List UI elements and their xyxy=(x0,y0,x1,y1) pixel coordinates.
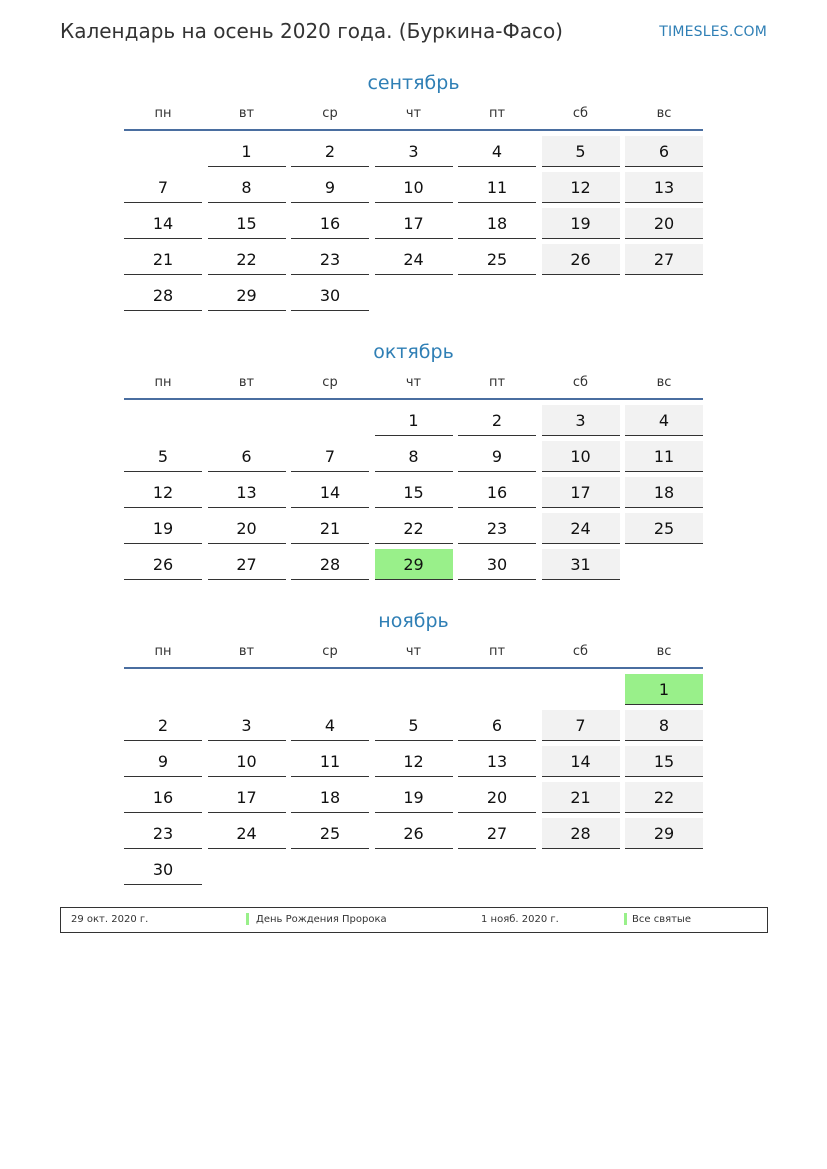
day-cell: 27 xyxy=(458,818,536,849)
day-cell: 6 xyxy=(208,441,286,472)
weekday-label: ср xyxy=(322,106,338,121)
day-cell: 8 xyxy=(208,172,286,203)
day-cell: 18 xyxy=(291,782,369,813)
day-cell: 21 xyxy=(542,782,620,813)
day-cell: 22 xyxy=(625,782,703,813)
day-cell: 5 xyxy=(124,441,202,472)
day-cell: 21 xyxy=(124,244,202,275)
day-cell: 16 xyxy=(458,477,536,508)
day-cell: 25 xyxy=(625,513,703,544)
day-cell: 15 xyxy=(625,746,703,777)
day-cell: 28 xyxy=(542,818,620,849)
weekday-label: пн xyxy=(154,644,172,659)
day-cell: 29 xyxy=(625,818,703,849)
day-cell: 1 xyxy=(208,136,286,167)
day-cell: 12 xyxy=(542,172,620,203)
day-cell: 20 xyxy=(625,208,703,239)
weekday-label: чт xyxy=(405,375,422,390)
day-cell: 20 xyxy=(458,782,536,813)
day-cell: 8 xyxy=(625,710,703,741)
day-cell: 18 xyxy=(625,477,703,508)
month-calendar xyxy=(124,608,703,879)
day-cell: 9 xyxy=(458,441,536,472)
day-cell: 8 xyxy=(375,441,453,472)
weekday-label: сб xyxy=(572,375,589,390)
day-cell: 26 xyxy=(375,818,453,849)
weekday-label: чт xyxy=(405,106,422,121)
day-cell: 14 xyxy=(291,477,369,508)
day-cell: 7 xyxy=(291,441,369,472)
day-cell: 13 xyxy=(625,172,703,203)
day-cell: 6 xyxy=(458,710,536,741)
day-cell: 21 xyxy=(291,513,369,544)
weekday-label: вс xyxy=(656,106,672,121)
day-cell: 20 xyxy=(208,513,286,544)
page-title: Календарь на осень 2020 года. (Буркина-Фасо) xyxy=(60,19,563,43)
day-cell: 27 xyxy=(625,244,703,275)
day-cell: 15 xyxy=(208,208,286,239)
weekday-label: пт xyxy=(488,106,506,121)
day-cell: 2 xyxy=(124,710,202,741)
day-cell: 11 xyxy=(625,441,703,472)
weekday-label: вс xyxy=(656,644,672,659)
day-cell: 24 xyxy=(375,244,453,275)
day-cell: 12 xyxy=(375,746,453,777)
day-cell: 3 xyxy=(375,136,453,167)
day-cell: 24 xyxy=(208,818,286,849)
month-calendar xyxy=(124,339,703,574)
day-cell: 2 xyxy=(291,136,369,167)
day-cell: 11 xyxy=(291,746,369,777)
weekday-label: чт xyxy=(405,644,422,659)
day-cell: 26 xyxy=(124,549,202,580)
day-cell: 31 xyxy=(542,549,620,580)
day-cell: 17 xyxy=(375,208,453,239)
month-calendar xyxy=(124,70,703,305)
day-cell: 14 xyxy=(542,746,620,777)
day-cell: 24 xyxy=(542,513,620,544)
day-cell: 29 xyxy=(208,280,286,311)
day-cell: 13 xyxy=(208,477,286,508)
day-cell: 11 xyxy=(458,172,536,203)
month-title: сентябрь xyxy=(367,72,460,94)
weekday-label: сб xyxy=(572,106,589,121)
weekday-label: пн xyxy=(154,375,172,390)
day-cell: 3 xyxy=(542,405,620,436)
day-cell: 6 xyxy=(625,136,703,167)
day-cell: 22 xyxy=(375,513,453,544)
weekday-label: пт xyxy=(488,644,506,659)
day-cell: 15 xyxy=(375,477,453,508)
day-cell: 19 xyxy=(542,208,620,239)
day-cell: 10 xyxy=(208,746,286,777)
day-cell: 22 xyxy=(208,244,286,275)
day-cell: 30 xyxy=(124,854,202,885)
day-cell: 14 xyxy=(124,208,202,239)
weekday-label: пт xyxy=(488,375,506,390)
weekday-header xyxy=(124,106,703,131)
day-cell: 9 xyxy=(124,746,202,777)
day-cell: 10 xyxy=(375,172,453,203)
legend-holiday-swatch xyxy=(624,913,627,925)
weekday-label: вт xyxy=(238,106,255,121)
legend-date: 1 нояб. 2020 г. xyxy=(481,914,559,925)
day-cell: 13 xyxy=(458,746,536,777)
day-cell: 5 xyxy=(542,136,620,167)
day-cell: 26 xyxy=(542,244,620,275)
site-link[interactable]: TIMESLES.COM xyxy=(659,24,767,40)
day-cell: 23 xyxy=(291,244,369,275)
weekday-label: вт xyxy=(238,644,255,659)
legend-holiday-name: Все святые xyxy=(632,914,691,925)
day-cell: 4 xyxy=(625,405,703,436)
day-cell-holiday: 1 xyxy=(625,674,703,705)
day-cell-holiday: 29 xyxy=(375,549,453,580)
day-cell: 3 xyxy=(208,710,286,741)
day-cell: 25 xyxy=(291,818,369,849)
day-cell: 17 xyxy=(542,477,620,508)
day-cell: 19 xyxy=(124,513,202,544)
legend-date: 29 окт. 2020 г. xyxy=(71,914,149,925)
day-cell: 19 xyxy=(375,782,453,813)
day-cell: 16 xyxy=(124,782,202,813)
day-cell: 28 xyxy=(291,549,369,580)
weekday-label: сб xyxy=(572,644,589,659)
day-cell: 10 xyxy=(542,441,620,472)
day-cell: 30 xyxy=(291,280,369,311)
month-title: ноябрь xyxy=(378,610,449,632)
weekday-label: пн xyxy=(154,106,172,121)
weekday-label: ср xyxy=(322,375,338,390)
month-title: октябрь xyxy=(373,341,454,363)
day-cell: 27 xyxy=(208,549,286,580)
weekday-label: ср xyxy=(322,644,338,659)
day-cell: 7 xyxy=(124,172,202,203)
day-cell: 30 xyxy=(458,549,536,580)
weekday-label: вс xyxy=(656,375,672,390)
weekday-header xyxy=(124,375,703,400)
day-cell: 4 xyxy=(458,136,536,167)
day-cell: 7 xyxy=(542,710,620,741)
day-cell: 12 xyxy=(124,477,202,508)
day-cell: 9 xyxy=(291,172,369,203)
day-cell: 28 xyxy=(124,280,202,311)
legend-holiday-name: День Рождения Пророка xyxy=(256,914,387,925)
weekday-label: вт xyxy=(238,375,255,390)
holiday-legend xyxy=(60,907,768,933)
legend-holiday-swatch xyxy=(246,913,249,925)
day-cell: 23 xyxy=(458,513,536,544)
day-cell: 18 xyxy=(458,208,536,239)
day-cell: 2 xyxy=(458,405,536,436)
day-cell: 5 xyxy=(375,710,453,741)
day-cell: 4 xyxy=(291,710,369,741)
weekday-header xyxy=(124,644,703,669)
day-cell: 16 xyxy=(291,208,369,239)
day-cell: 1 xyxy=(375,405,453,436)
day-cell: 23 xyxy=(124,818,202,849)
day-cell: 17 xyxy=(208,782,286,813)
day-cell: 25 xyxy=(458,244,536,275)
